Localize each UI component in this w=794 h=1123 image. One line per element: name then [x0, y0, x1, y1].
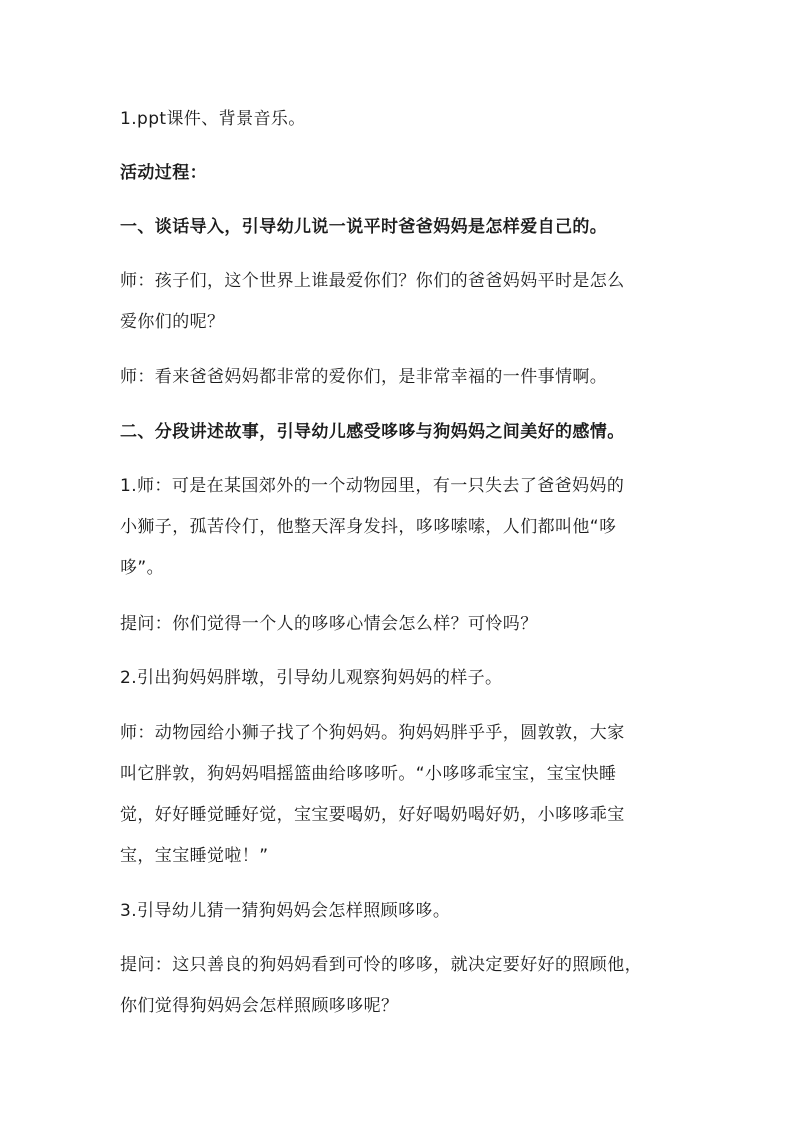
process-heading: 活动过程： — [120, 163, 207, 183]
step3-question-line: 提问：这只善良的狗妈妈看到可怜的哆哆，就决定要好好的照顾他， — [120, 955, 642, 975]
step3-question-line: 你们觉得狗妈妈会怎样照顾哆哆呢？ — [120, 996, 399, 1016]
step3-line: 3.引导幼儿猜一猜狗妈妈会怎样照顾哆哆。 — [120, 901, 451, 921]
step1-question: 提问：你们觉得一个人的哆哆心情会怎么样？可怜吗？ — [120, 614, 538, 634]
step2-paragraph-line: 叫它胖敦，狗妈妈唱摇篮曲给哆哆听。“小哆哆乖宝宝，宝宝快睡 — [120, 764, 617, 784]
section1-paragraph-line: 师：看来爸爸妈妈都非常的爱你们，是非常幸福的一件事情啊。 — [120, 367, 608, 387]
step1-line: 哆”。 — [120, 558, 165, 578]
step2-paragraph-line: 宝，宝宝睡觉啦！” — [120, 846, 269, 866]
materials-line: 1.ppt课件、背景音乐。 — [120, 109, 306, 129]
step1-line: 1.师：可是在某国郊外的一个动物园里，有一只失去了爸爸妈妈的 — [120, 476, 625, 496]
section2-heading: 二、分段讲述故事，引导幼儿感受哆哆与狗妈妈之间美好的感情。 — [120, 422, 625, 442]
section1-heading: 一、谈话导入，引导幼儿说一说平时爸爸妈妈是怎样爱自己的。 — [120, 217, 608, 237]
step2-paragraph-line: 觉，好好睡觉睡好觉，宝宝要喝奶，好好喝奶喝好奶，小哆哆乖宝 — [120, 805, 625, 825]
section1-paragraph-line: 爱你们的呢？ — [120, 312, 225, 332]
step1-line: 小狮子，孤苦伶仃，他整天浑身发抖，哆哆嗦嗦，人们都叫他“哆 — [120, 517, 617, 537]
section1-paragraph-line: 师：孩子们，这个世界上谁最爱你们？你们的爸爸妈妈平时是怎么 — [120, 271, 625, 291]
step2-line: 2.引出狗妈妈胖墩，引导幼儿观察狗妈妈的样子。 — [120, 668, 503, 688]
step2-paragraph-line: 师：动物园给小狮子找了个狗妈妈。狗妈妈胖乎乎，圆敦敦，大家 — [120, 723, 625, 743]
